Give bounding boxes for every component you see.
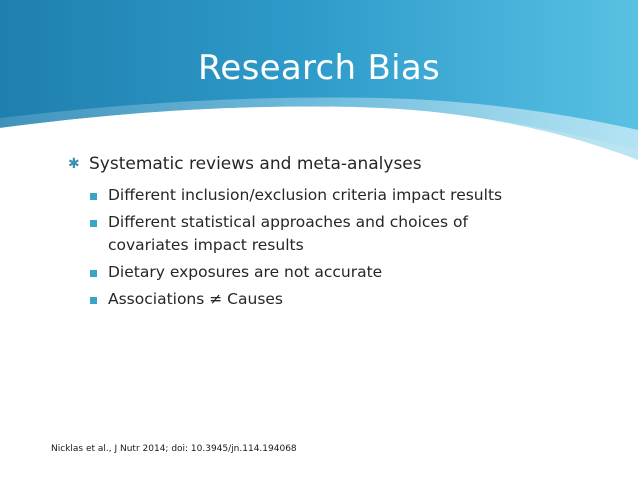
sub-bullet-inclusion-criteria: Different inclusion/exclusion criteria impact results	[108, 186, 503, 204]
sub-bullet-statistical-approaches: Different statistical approaches and choices of	[108, 213, 468, 231]
square-bullet-icon	[90, 297, 97, 304]
sub-bullet-dietary-exposures: Dietary exposures are not accurate	[108, 263, 383, 281]
square-bullet-icon	[90, 220, 97, 227]
slide-title: Research Bias	[198, 48, 440, 88]
sub-bullet-associations-causes: Associations ≠ Causes	[108, 290, 284, 308]
square-bullet-icon	[90, 270, 97, 277]
square-bullet-icon	[90, 193, 97, 200]
asterisk-bullet-icon: ✱	[68, 156, 80, 172]
citation: Nicklas et al., J Nutr 2014; doi: 10.3945/jn.114.194068	[51, 444, 297, 454]
bullet-systematic-reviews: Systematic reviews and meta-analyses	[89, 154, 422, 174]
sub-bullet-statistical-approaches-cont: covariates impact results	[108, 236, 304, 254]
